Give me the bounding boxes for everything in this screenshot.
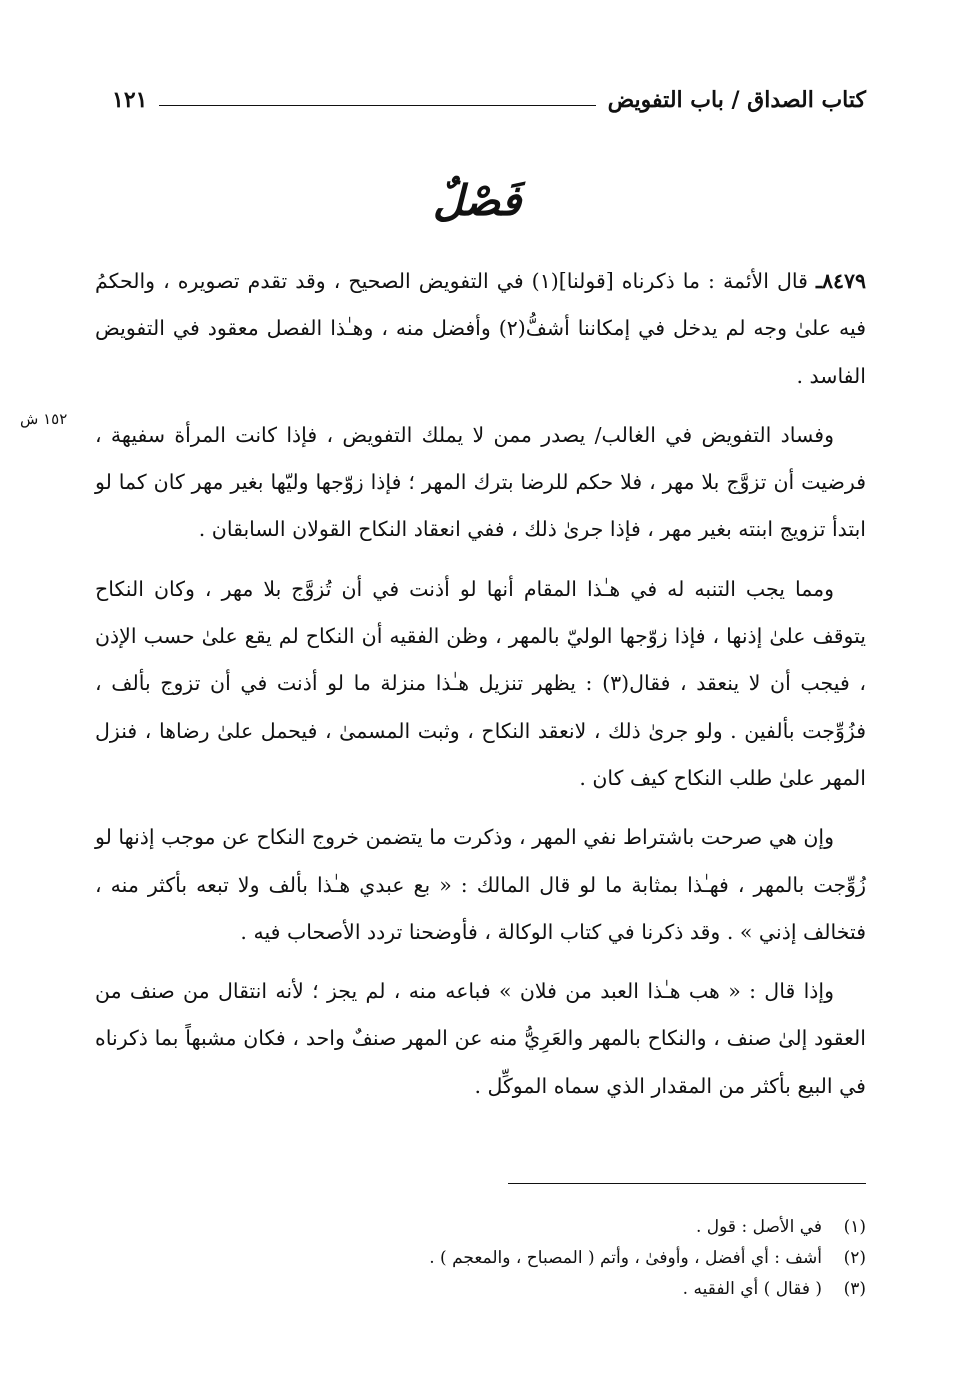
section-heading-ornament xyxy=(377,160,577,240)
footnote xyxy=(300,1274,866,1305)
paragraph-1 xyxy=(95,258,866,400)
footnote-text: في الأصل : قول . xyxy=(695,1217,822,1237)
footnote-text: أشف : أي أفضل ، وأوفىٰ ، وأتم ( المصباح ، والمعجم ) . xyxy=(429,1248,822,1268)
footnotes xyxy=(300,1212,866,1305)
header-rule xyxy=(159,105,595,106)
margin-folio-note: ١٥٢ ش xyxy=(20,410,68,428)
paragraph-2: وفساد التفويض في الغالب/ يصدر ممن لا يملك التفويض ، فإذا كانت المرأة سفيهة ، فرضيت أن تزوَّج بلا مهر ، فلا حكم للرضا بترك المهر ؛ فإذا زوّجها وليّها بغير مهر كان كما لو ابتدأ تزويج ابنته بغير مهر ، فإذا جرىٰ ذلك ، ففي انعقاد النكاح القولان السابقان . xyxy=(95,422,866,542)
body-text xyxy=(95,258,866,1122)
header-title: كتاب الصداق / باب التفويض xyxy=(607,87,866,113)
paragraph-5: وإذا قال : « هب هـٰذا العبد من فلان » فباعه منه ، لم يجز ؛ لأنه انتقال من صنف من العقود إلىٰ صنف ، والنكاح بالمهر والعَرِيُّ منه عن المهر صنفٌ واحد ، فكان مشبهاً بما ذكرناه في البيع بأكثر من المقدار الذي سماه الموكِّل . xyxy=(95,979,866,1098)
section-heading: فَصْلٌ xyxy=(432,175,522,225)
paragraph-4: وإن هي صرحت باشتراط نفي المهر ، وذكرت ما يتضمن خروج النكاح عن موجب إذنها لو زُوِّجت بالمهر ، فهـٰذا بمثابة ما لو قال المالك : « بع عبدي هـٰذا بألف ولا تبعه بأكثر منه ، فتخالف إذني » . وقد ذكرنا في كتاب الوكالة ، فأوضحنا تردد الأصحاب فيه . xyxy=(95,825,866,944)
footnote xyxy=(300,1212,866,1243)
footnote-number: (١) xyxy=(843,1217,866,1237)
paragraph-3: ومما يجب التنبه له في هـٰذا المقام أنها لو أذنت في أن تُزوَّج بلا مهر ، وكان النكاح يتوقف علىٰ إذنها ، فإذا زوّجها الوليّ بالمهر ، وظن الفقيه أن النكاح لم يقع علىٰ حسب الإذن ، فيجب أن لا ينعقد ، فقال(٣) : يظهر تنزيل هـٰذا منزلة ما لو أذنت في أن تزوج بألف ، فزُوِّجت بألفين . ولو جرىٰ ذلك ، لانعقد النكاح ، وثبت المسمىٰ ، فيحمل علىٰ رضاها ، فنزل المهر علىٰ طلب النكاح كيف كان . xyxy=(95,576,866,790)
page-number: ١٢١ xyxy=(112,87,148,113)
issue-number: ٨٤٧٩ـ xyxy=(815,269,867,293)
footnote-separator xyxy=(508,1183,866,1184)
footnote-number: (٣) xyxy=(843,1279,866,1299)
running-header xyxy=(112,82,866,118)
paragraph-text: قال الأئمة : ما ذكرناه [قولنا](١) في التفويض الصحيح ، وقد تقدم تصويره ، والحكمُ فيه علىٰ وجه لم يدخل في إمكاننا أشفُّ(٢) وأفضل منه ، وهـٰذا الفصل معقود في التفويض الفاسد . xyxy=(95,269,867,388)
footnote xyxy=(300,1243,866,1274)
footnote-number: (٢) xyxy=(843,1248,866,1268)
footnote-text: ( فقال ) أي الفقيه . xyxy=(682,1279,822,1299)
